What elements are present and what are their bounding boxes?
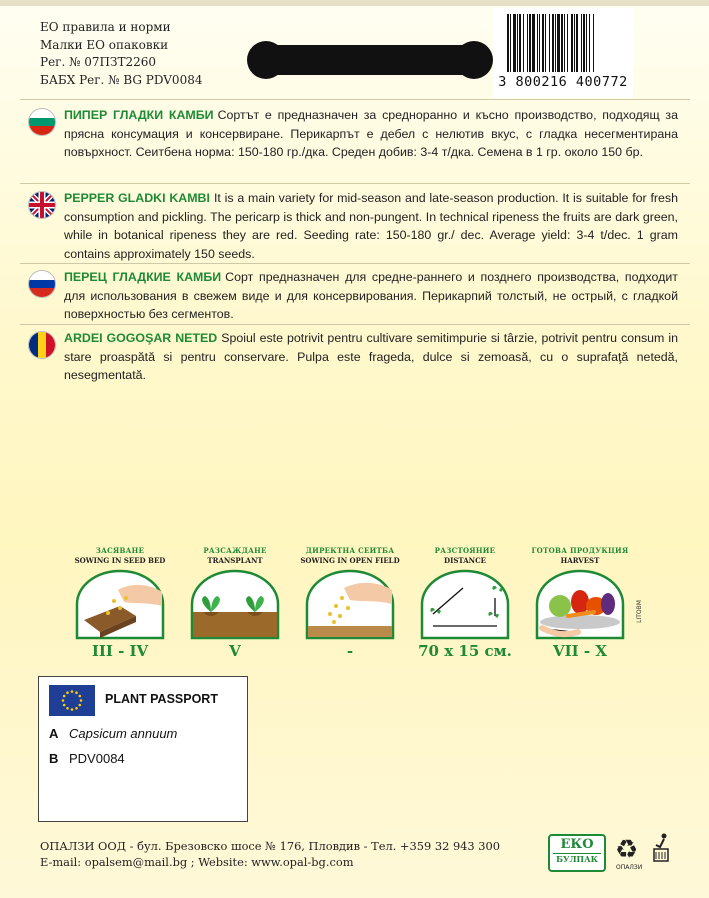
- description-en-body: It is a main variety for mid-season and late-season production. It is suitable for fresh consumption and pickling. The pericarp is thick and non-pungent. In technical ripeness the fruits are dark green, while in botanical ripeness they are red. Seeding rate: 150-180 gr./ dec. Average yield: 3-4 t/dec. 1 gram contains approximately 150 seeds.: [64, 191, 678, 261]
- plant-passport-row-b: [49, 751, 125, 766]
- flag-uk-icon: [28, 191, 56, 219]
- row-b-label: B: [49, 751, 59, 766]
- calendar-period: V: [229, 642, 241, 660]
- divider: [20, 263, 690, 264]
- calendar-title-en: SOWING IN OPEN FIELD: [300, 556, 400, 565]
- description-ru-text: [64, 268, 678, 324]
- calendar-title-en: TRANSPLANT: [207, 556, 263, 565]
- description-ru: [28, 268, 678, 324]
- calendar-title-en: SOWING IN SEED BED: [74, 556, 166, 565]
- calendar-title-en: HARVEST: [560, 556, 600, 565]
- harvest-icon: [534, 568, 626, 640]
- sowing-open-field-icon: [304, 568, 396, 640]
- barcode-bars: [507, 14, 625, 72]
- recycle-label: ОПАЛЗИ: [616, 864, 643, 871]
- calendar-title-en: DISTANCE: [444, 556, 486, 565]
- divider: [20, 324, 690, 325]
- barcode: [493, 8, 633, 98]
- divider: [20, 183, 690, 184]
- calendar-period: III - IV: [91, 642, 149, 660]
- description-ru-body: Сорт предназначен для средне-раннего и позднего производства, подходит для использования в свежем виде и для консервирования. Перикарпий толстый, не острый, с гладкой поверхностью без сегментов.: [64, 270, 678, 321]
- calendar-period: -: [346, 642, 354, 660]
- distance-icon: [419, 568, 511, 640]
- flag-bulgaria-icon: [28, 108, 56, 136]
- printer-mark: LITOBM: [635, 600, 643, 623]
- flag-russia-icon: [28, 270, 56, 298]
- flag-romania-icon: [28, 331, 56, 359]
- calendar-period: 70 x 15 см.: [418, 642, 512, 660]
- description-bg: [28, 106, 678, 162]
- calendar-harvest: [530, 546, 630, 660]
- description-bg-title: ПИПЕР ГЛАДКИ КАМБИ: [64, 108, 214, 122]
- company-footer: [40, 838, 500, 870]
- company-contact: E-mail: opalsem@mail.bg ; Website: www.opal-bg.com: [40, 855, 354, 869]
- divider: [20, 99, 690, 100]
- hanger-slot: [255, 45, 485, 75]
- calendar-period: VII - X: [553, 642, 607, 660]
- description-ru-title: ПЕРЕЦ ГЛАДКИЕ КАМБИ: [64, 270, 222, 284]
- transplant-icon: [189, 568, 281, 640]
- description-ro-text: [64, 329, 678, 385]
- calendar-sowing-open-field: [300, 546, 400, 660]
- company-address: ОПАЛЗИ ООД - бул. Брезовско шосе № 176, Пловдив - Тел. +359 32 943 300: [40, 839, 501, 853]
- calendar-distance: [415, 546, 515, 660]
- plant-passport-title: PLANT PASSPORT: [105, 692, 218, 706]
- row-a-value: Capsicum annuum: [69, 726, 178, 741]
- description-ro-title: ARDEI GOGOŞAR NETED: [64, 331, 218, 345]
- description-ro-body: Spoiul este potrivit pentru cultivare semitimpurie si târzie, potrivit pentru consum in stare proaspătă si pentru conservare. Pulpa este frageda, dulce si zemoasă, cu o suprafaţă netedă, nesegmentată.: [64, 331, 678, 382]
- sowing-seed-bed-icon: [74, 568, 166, 640]
- calendar-title-bg: ЗАСЯВАНЕ: [95, 546, 145, 555]
- description-en-text: [64, 189, 678, 263]
- calendar-title-bg: РАЗСАЖДАНЕ: [203, 546, 267, 555]
- row-a-label: A: [49, 726, 59, 741]
- description-bg-body: Сортът е предназначен за средноранно и късно производство, подходящ за прясна консумация и консервиране. Перикарпът е дебел с нелютив вкус, с гладка несегментирана повърхност. Сеитбена норма: 150-180 гр./дка. Среден добив: 3-4 т/дка. Семена в 1 гр. около 150 бр.: [64, 108, 679, 159]
- eko-bulpak-logo: ЕКО БУЛПАК: [548, 834, 606, 872]
- calendar-title-bg: ДИРЕКТНА СЕИТБА: [305, 546, 395, 555]
- calendar-title-bg: ГОТОВА ПРОДУКЦИЯ: [531, 546, 629, 555]
- top-strip: [0, 0, 709, 6]
- calendar-title-bg: РАЗСТОЯНИЕ: [434, 546, 496, 555]
- calendar-transplant: [185, 546, 285, 660]
- description-ro: [28, 329, 678, 385]
- registration-line-1: ЕО правила и норми: [40, 20, 171, 34]
- no-litter-bin-icon: [650, 833, 672, 867]
- growing-calendar: [70, 546, 650, 666]
- barcode-number: 3 800216 400772: [498, 74, 628, 90]
- calendar-sowing-seed-bed: [70, 546, 170, 660]
- registration-line-3: Рег. № 07ПЗТ2260: [40, 55, 157, 69]
- registration-info: [40, 19, 202, 89]
- registration-line-2: Малки ЕО опаковки: [40, 37, 169, 52]
- plant-passport: [38, 676, 248, 822]
- description-en: [28, 189, 678, 263]
- description-bg-text: [64, 106, 678, 162]
- eu-flag-icon: [49, 685, 95, 716]
- registration-line-4: БАБХ Рег. № BG PDV0084: [40, 72, 203, 87]
- description-en-title: PEPPER GLADKI KAMBI: [64, 191, 210, 205]
- row-b-value: PDV0084: [69, 751, 125, 766]
- plant-passport-row-a: [49, 726, 177, 741]
- recycle-icon: ♻: [615, 835, 639, 865]
